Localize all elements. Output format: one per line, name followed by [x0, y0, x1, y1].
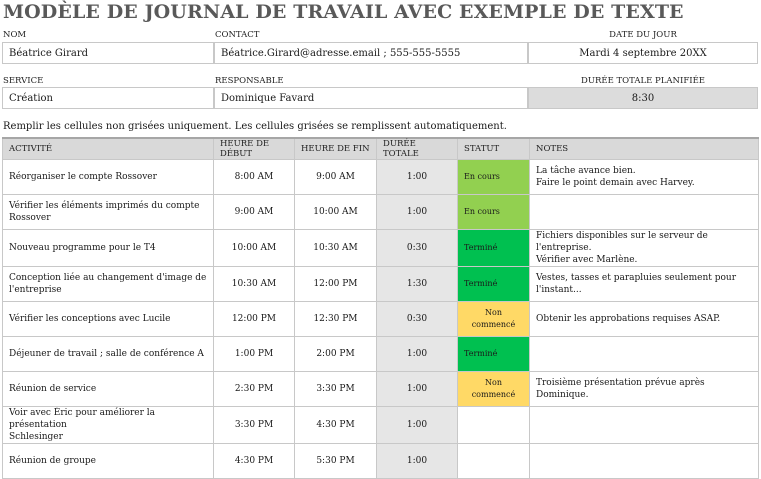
notes-line: Troisième présentation prévue après Dominique. [536, 378, 705, 400]
status-cell[interactable]: En cours [458, 195, 530, 230]
total-duration-cell: 1:00 [377, 160, 458, 195]
activity-cell[interactable]: Déjeuner de travail ; salle de conférence A [3, 337, 214, 372]
table-body [3, 160, 759, 479]
total-duration-cell: 1:00 [377, 372, 458, 407]
notes-cell[interactable] [530, 195, 759, 230]
table-header-row [3, 138, 759, 160]
notes-line: l'instant... [536, 285, 582, 295]
end-time-cell[interactable]: 12:00 PM [295, 267, 377, 302]
notes-cell[interactable] [530, 230, 759, 267]
column-header-status: STATUT [458, 138, 530, 160]
start-time-cell[interactable]: 4:30 PM [214, 444, 295, 479]
manager-field[interactable]: Dominique Favard [214, 87, 528, 109]
activity-line: Conception liée au changement d'image de [9, 273, 207, 283]
date-label: DATE DU JOUR [609, 30, 677, 40]
start-time-cell[interactable]: 2:30 PM [214, 372, 295, 407]
table-row [3, 195, 759, 230]
activity-line: Voir avec Éric pour améliorer la présentation [9, 408, 156, 430]
status-cell[interactable] [458, 407, 530, 444]
column-header-start-time: HEURE DE DÉBUT [214, 138, 295, 160]
notes-line: Vestes, tasses et parapluies seulement pour [536, 273, 737, 283]
contact-field[interactable]: Béatrice.Girard@adresse.email ; 555-555-5555 [214, 42, 528, 64]
table-row [3, 372, 759, 407]
planned-duration-field: 8:30 [528, 87, 758, 109]
end-time-cell[interactable]: 9:00 AM [295, 160, 377, 195]
table-row [3, 160, 759, 195]
start-time-cell[interactable]: 10:00 AM [214, 230, 295, 267]
planned-duration-label: DURÉE TOTALE PLANIFIÉE [581, 76, 705, 86]
end-time-cell[interactable]: 10:00 AM [295, 195, 377, 230]
status-cell[interactable]: Terminé [458, 337, 530, 372]
notes-line: Fichiers disponibles sur le serveur de l'entreprise. [536, 231, 708, 253]
manager-label: RESPONSABLE [215, 76, 284, 86]
end-time-cell[interactable]: 10:30 AM [295, 230, 377, 267]
column-header-notes: NOTES [530, 138, 759, 160]
notes-cell[interactable] [530, 267, 759, 302]
notes-line: Obtenir les approbations requises ASAP. [536, 314, 721, 324]
start-time-cell[interactable]: 9:00 AM [214, 195, 295, 230]
activity-line: l'entreprise [9, 285, 62, 295]
start-time-cell[interactable]: 3:30 PM [214, 407, 295, 444]
activity-line: Vérifier les éléments imprimés du compte [9, 201, 200, 211]
service-field[interactable]: Création [2, 87, 214, 109]
status-cell[interactable]: En cours [458, 160, 530, 195]
end-time-cell[interactable]: 12:30 PM [295, 302, 377, 337]
total-duration-cell: 0:30 [377, 230, 458, 267]
start-time-cell[interactable]: 1:00 PM [214, 337, 295, 372]
total-duration-cell: 1:00 [377, 337, 458, 372]
start-time-cell[interactable]: 10:30 AM [214, 267, 295, 302]
notes-line: Faire le point demain avec Harvey. [536, 178, 695, 188]
end-time-cell[interactable]: 4:30 PM [295, 407, 377, 444]
notes-line: La tâche avance bien. [536, 166, 636, 176]
start-time-cell[interactable]: 8:00 AM [214, 160, 295, 195]
end-time-cell[interactable]: 5:30 PM [295, 444, 377, 479]
table-row [3, 267, 759, 302]
activity-cell[interactable] [3, 267, 214, 302]
activity-cell[interactable]: Réunion de service [3, 372, 214, 407]
table-row [3, 407, 759, 444]
end-time-cell[interactable]: 2:00 PM [295, 337, 377, 372]
notes-cell[interactable] [530, 302, 759, 337]
end-time-cell[interactable]: 3:30 PM [295, 372, 377, 407]
table-row [3, 302, 759, 337]
notes-cell[interactable] [530, 407, 759, 444]
column-header-total-duration: DURÉE TOTALE [377, 138, 458, 160]
column-header-end-time: HEURE DE FIN [295, 138, 377, 160]
status-cell[interactable]: Non commencé [458, 302, 530, 337]
total-duration-cell: 1:00 [377, 444, 458, 479]
status-cell[interactable]: Non commencé [458, 372, 530, 407]
notes-cell[interactable] [530, 160, 759, 195]
table-row [3, 337, 759, 372]
notes-cell[interactable] [530, 444, 759, 479]
notes-line: Vérifier avec Marlène. [536, 255, 638, 265]
activity-cell[interactable] [3, 195, 214, 230]
instructions-text: Remplir les cellules non grisées uniquement. Les cellules grisées se remplissent automatiquement. [3, 121, 507, 132]
activity-line: Rossover [9, 213, 51, 223]
activity-line: Schlesinger [9, 432, 63, 442]
activity-cell[interactable]: Nouveau programme pour le T4 [3, 230, 214, 267]
status-cell[interactable]: Terminé [458, 267, 530, 302]
notes-cell[interactable] [530, 337, 759, 372]
start-time-cell[interactable]: 12:00 PM [214, 302, 295, 337]
table-row [3, 230, 759, 267]
date-field[interactable]: Mardi 4 septembre 20XX [528, 42, 758, 64]
service-label: SERVICE [3, 76, 44, 86]
column-header-activity: ACTIVITÉ [3, 138, 214, 160]
total-duration-cell: 1:00 [377, 195, 458, 230]
total-duration-cell: 1:30 [377, 267, 458, 302]
total-duration-cell: 1:00 [377, 407, 458, 444]
activity-cell[interactable] [3, 407, 214, 444]
status-cell[interactable]: Terminé [458, 230, 530, 267]
activity-cell[interactable]: Réunion de groupe [3, 444, 214, 479]
status-cell[interactable] [458, 444, 530, 479]
notes-cell[interactable] [530, 372, 759, 407]
work-log-table [2, 137, 759, 479]
name-field[interactable]: Béatrice Girard [2, 42, 214, 64]
activity-cell[interactable]: Vérifier les conceptions avec Lucile [3, 302, 214, 337]
contact-label: CONTACT [215, 30, 260, 40]
table-row [3, 444, 759, 479]
total-duration-cell: 0:30 [377, 302, 458, 337]
name-label: NOM [3, 30, 27, 40]
page-title: MODÈLE DE JOURNAL DE TRAVAIL AVEC EXEMPLE DE TEXTE [3, 1, 684, 23]
activity-cell[interactable]: Réorganiser le compte Rossover [3, 160, 214, 195]
